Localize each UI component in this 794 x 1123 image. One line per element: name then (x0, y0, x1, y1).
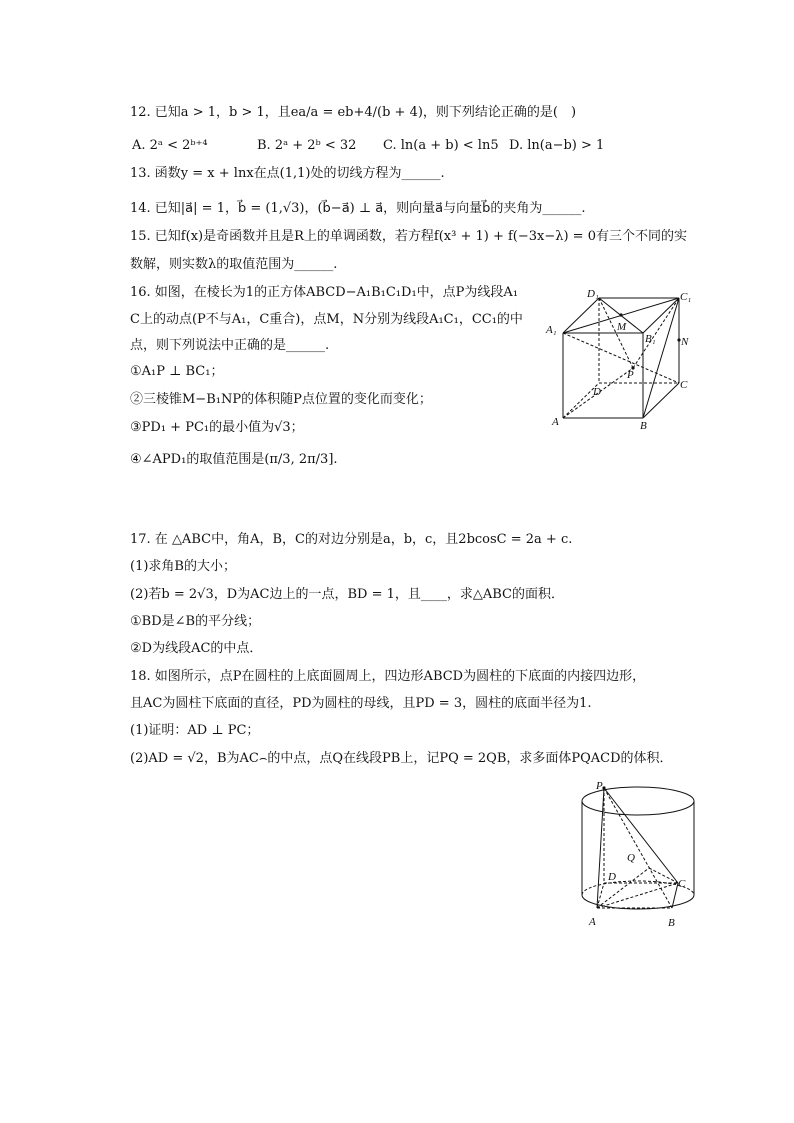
q17-part-2: (2)若b = 2√3，D为AC边上的一点，BD = 1，且____，求△ABC的面积． (130, 587, 565, 602)
q16-line3: 点，则下列说法中正确的是______. (130, 338, 330, 353)
label-B: B (640, 420, 647, 432)
q17-condition-1: ①BD是∠B的平分线； (130, 614, 261, 629)
q12-stem: 12. 已知a > 1，b > 1，且ea/a = eb+4/(b + 4)，则下列结论正确的是( ) (130, 105, 577, 120)
q16-statement-3: ③PD₁ + PC₁的最小值为√3； (130, 420, 304, 435)
cube-figure (540, 283, 700, 433)
q15-line2: 数解，则实数λ的取值范围为______. (130, 257, 338, 272)
label-D: D (608, 871, 616, 883)
q17-condition-2: ②D为线段AC的中点． (130, 641, 263, 656)
q16-statement-1: ①A₁P ⊥ BC₁； (130, 364, 224, 379)
label-C: C (680, 379, 688, 391)
q16-line1: 16. 如图，在棱长为1的正方体ABCD−A₁B₁C₁D₁中，点P为线段A₁ (130, 285, 519, 300)
label-M: M (617, 321, 627, 333)
q17-stem: 17. 在 △ABC中，角A，B，C的对边分别是a，b，c，且2bcosC = 2a + c. (130, 532, 573, 547)
label-N: N (681, 336, 689, 348)
cylinder-figure (578, 778, 700, 930)
q18-line2: 且AC为圆柱下底面的直径，PD为圆柱的母线，且PD = 3，圆柱的底面半径为1. (130, 696, 592, 711)
label-A: A (589, 916, 596, 928)
q16-statement-2: ②三棱锥M−B₁NP的体积随P点位置的变化而变化； (130, 392, 432, 407)
q18-part-2: (2)AD = √2，B为AC⌢的中点，点Q在线段PB上，记PQ = 2QB，求多面体PQACD的体积． (130, 751, 673, 766)
q16-statement-4: ④∠APD₁的取值范围是(π/3, 2π/3]. (130, 452, 338, 467)
label-D1: D₁ (587, 288, 599, 300)
q18-line1: 18. 如图所示，点P在圆柱的上底面圆周上，四边形ABCD为圆柱的下底面的内接四边形， (130, 669, 646, 684)
q12-option-c: C. ln(a + b) < ln5 (383, 138, 499, 153)
q16-line2: C上的动点(P不与A₁，C重合)，点M，N分别为线段A₁C₁，CC₁的中 (130, 312, 523, 327)
label-A1: A₁ (546, 324, 557, 336)
label-D: D (593, 386, 601, 398)
q12-option-d: D. ln(a−b) > 1 (509, 138, 605, 153)
q15-line1: 15. 已知f(x)是奇函数并且是R上的单调函数，若方程f(x³ + 1) + f(−3x−λ) = 0有三个不同的实 (130, 229, 687, 244)
label-P: P (627, 369, 634, 381)
label-B1: B₁ (645, 333, 656, 345)
label-B: B (668, 917, 675, 929)
label-C1: C₁ (680, 291, 692, 303)
label-Q: Q (627, 852, 635, 864)
label-C: C (678, 878, 686, 890)
label-A: A (552, 416, 559, 428)
q12-option-b: B. 2ᵃ + 2ᵇ < 32 (257, 138, 357, 153)
q17-part-1: (1)求角B的大小； (130, 559, 236, 574)
q18-part-1: (1)证明：AD ⊥ PC； (130, 723, 260, 738)
q13-text: 13. 函数y = x + lnx在点(1,1)处的切线方程为______. (130, 166, 445, 181)
q14-text: 14. 已知|a⃗| = 1，b⃗ = (1,√3)，(b⃗−a⃗) ⊥ a⃗，则向量a⃗与向量b⃗的夹角为______. (130, 201, 586, 216)
q12-option-a: A. 2ᵃ < 2ᵇ⁺⁴ (132, 138, 208, 153)
label-P: P (596, 780, 603, 792)
